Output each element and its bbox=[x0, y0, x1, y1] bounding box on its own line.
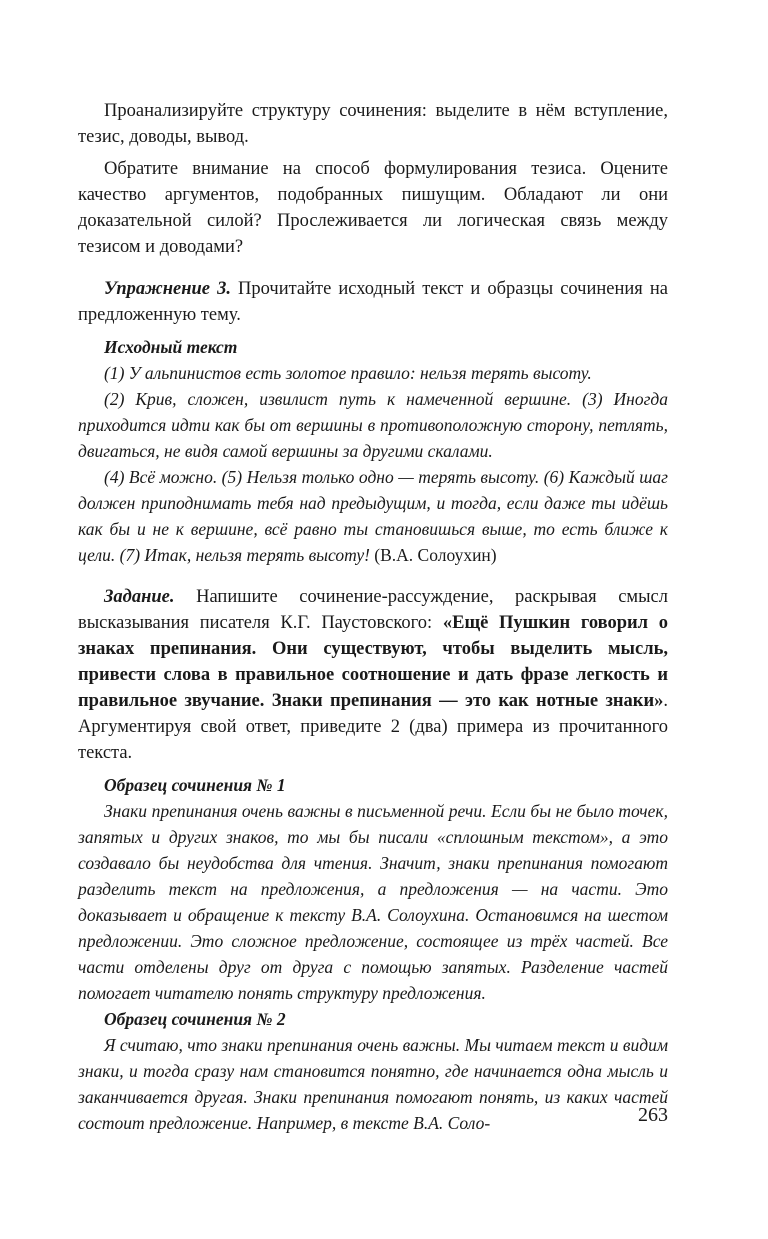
exercise-3-label: Упражнение 3. bbox=[104, 279, 231, 299]
source-paragraph-2: (2) Крив, сложен, извилист путь к намеченной вершине. (3) Иногда приходится идти как бы от вершины в противоположную сторону, петлять, двигаться, не видя самой вершины за другими скалами. bbox=[78, 389, 668, 461]
sample-1-text: Знаки препинания очень важны в письменной речи. Если бы не было точек, запятых и других знаков, то мы бы писали «сплошным текстом», а это создавало бы неудобства для чтения. Значит, знаки препинания помогают разделить текст на предложения, а предложения — на части. Это доказывает и обращение к тексту В.А. Солоухина. Остановимся на шестом предложении. Это сложное предложение, состоящее из трёх частей. Все части отделены друг от друга с помощью запятых. Разделение частей помогает читателю понять структуру предложения. bbox=[78, 801, 668, 1003]
task-paragraph bbox=[78, 584, 668, 766]
source-author: (В.А. Солоухин) bbox=[369, 545, 497, 565]
exercise-3-paragraph bbox=[78, 276, 668, 328]
source-paragraph-3 bbox=[78, 464, 668, 568]
sample-1-heading: Образец сочинения № 1 bbox=[104, 775, 286, 795]
intro-paragraph-2: Обратите внимание на способ формулирования тезиса. Оцените качество аргументов, подобранных пишущим. Обладают ли они доказательной силой? Прослеживается ли логическая связь между тезисом и доводами? bbox=[78, 159, 668, 257]
text-column bbox=[78, 98, 668, 1136]
exercise-3-text: Прочитайте исходный текст и образцы сочинения на предложенную тему. bbox=[78, 279, 668, 325]
task-text-after: . Аргументируя свой ответ, приведите 2 (два) примера из прочитанного текста. bbox=[78, 691, 668, 763]
source-paragraph-1: (1) У альпинистов есть золотое правило: нельзя терять высоту. bbox=[104, 363, 592, 383]
task-text-before: Напишите сочинение-рассуждение, раскрывая смысл высказывания писателя К.Г. Паустовского: bbox=[78, 587, 668, 633]
sample-2-text: Я считаю, что знаки препинания очень важны. Мы читаем текст и видим знаки, и тогда сразу нам становится понятно, где начинается одна мысль и заканчивается другая. Знаки препинания помогают понять, из каких частей состоит предложение. Например, в тексте В.А. Соло- bbox=[78, 1035, 668, 1133]
sample-2-heading: Образец сочинения № 2 bbox=[104, 1009, 286, 1029]
task-quote: «Ещё Пушкин говорил о знаках препинания. Они существуют, чтобы выделить мысль, привести слова в правильное соотношение и дать фразе легкость и правильное звучание. Знаки препинания — это как нотные знаки» bbox=[78, 613, 669, 711]
source-paragraph-3-text: (4) Всё можно. (5) Нельзя только одно — терять высоту. (6) Каждый шаг должен приподнимать тебя над предыдущим, и тогда, если даже ты идёшь как бы и не к вершине, всё равно ты становишься выше, то есть ближе к цели. (7) Итак, нельзя терять высоту! bbox=[78, 467, 668, 565]
page-number: 263 bbox=[638, 1104, 668, 1126]
intro-paragraph-1: Проанализируйте структуру сочинения: выделите в нём вступление, тезис, доводы, вывод. bbox=[78, 101, 668, 147]
source-text-heading: Исходный текст bbox=[104, 337, 238, 357]
task-label: Задание. bbox=[104, 587, 175, 607]
